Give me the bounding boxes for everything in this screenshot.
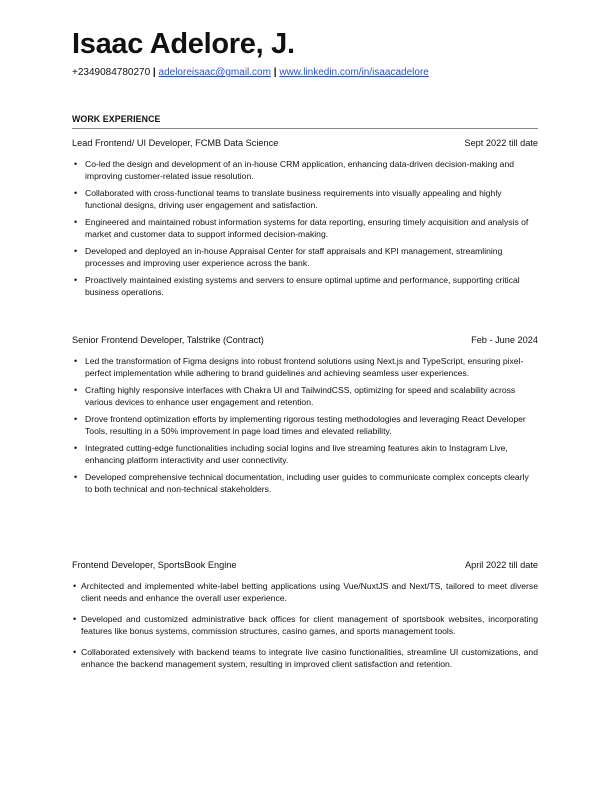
bullet-icon: • [74, 274, 78, 285]
candidate-name: Isaac Adelore, J. [72, 28, 295, 60]
bullet-icon: • [74, 187, 78, 198]
job-title: Frontend Developer, SportsBook Engine [72, 560, 237, 570]
bullet-icon: • [74, 471, 78, 482]
bullet-icon: • [73, 581, 77, 591]
section-divider [72, 128, 538, 129]
bullet-icon: • [73, 646, 77, 657]
linkedin-link[interactable]: www.linkedin.com/in/isaacadelore [279, 67, 429, 78]
phone-number: +2349084780270 [72, 67, 151, 78]
list-item: • Co-led the design and development of an in-house CRM application, enhancing data-driven decision-making and improving customer-related issue resolution. [74, 159, 514, 182]
job-date: Sept 2022 till date [464, 138, 538, 148]
separator: | [273, 67, 277, 78]
list-item: • Proactively maintained existing systems and servers to ensure optimal uptime and performance, supporting critical business operations. [74, 274, 520, 298]
list-item: • Drove frontend optimization efforts by implementing rigorous testing methodologies and leveraging React Developer Tools, resulting in a 50% improvement in page load times and elevated reliability. [74, 413, 526, 437]
bullet-icon: • [74, 384, 78, 395]
list-item: • Collaborated with cross-functional teams to translate business requirements into visually appealing and highly functional designs, driving user engagement and satisfaction. [74, 187, 502, 211]
job-title: Senior Frontend Developer, Talstrike (Contract) [72, 335, 264, 345]
bullet-icon: • [74, 216, 78, 227]
list-item: • Developed comprehensive technical documentation, including user guides to communicate complex concepts clearly to both technical and non-technical stakeholders. [74, 471, 529, 495]
job-title: Lead Frontend/ UI Developer, FCMB Data Science [72, 138, 279, 148]
section-title: WORK EXPERIENCE [72, 114, 161, 124]
list-item: • Architected and implemented white-label betting applications using Vue/NuxtJS and Next/TS, tailored to meet diverse client needs and enhance the overall user experience. [73, 581, 538, 604]
bullet-icon: • [74, 442, 78, 453]
list-item: • Crafting highly responsive interfaces with Chakra UI and TailwindCSS, optimizing for speed and scalability across various devices to enhance user engagement and retention. [74, 384, 516, 408]
job-bullets [72, 355, 538, 500]
email-link[interactable]: adeloreisaac@gmail.com [158, 67, 271, 78]
job-date: Feb - June 2024 [471, 335, 538, 345]
job-bullets [72, 158, 538, 303]
bullet-icon: • [74, 245, 78, 256]
list-item: • Led the transformation of Figma designs into robust frontend solutions using Next.js and TypeScript, ensuring pixel-perfect implementation while adhering to brand guidelines and achieving seamless user experiences. [74, 356, 524, 379]
list-item: • Developed and customized administrative back offices for client management of sportsbook websites, incorporating features like bonus systems, commission structures, casino games, and sports management tools. [73, 613, 538, 637]
list-item: • Engineered and maintained robust information systems for data reporting, ensuring timely acquisition and analysis of market and customer data to support informed decision-making. [74, 216, 529, 240]
bullet-icon: • [74, 159, 78, 169]
job-bullets [72, 580, 538, 679]
contact-line [72, 66, 429, 79]
list-item: • Collaborated extensively with backend teams to integrate live casino functionalities, streamline UI customizations, and enhance the backend management system, resulting in improved client satisfaction and retention. [73, 646, 538, 670]
job-date: April 2022 till date [464, 560, 538, 570]
list-item: • Developed and deployed an in-house Appraisal Center for staff appraisals and KPI management, streamlining processes and improving user experience across the bank. [74, 245, 503, 269]
list-item: • Integrated cutting-edge functionalities including social logins and live streaming features akin to Instagram Live, enhancing platform interactivity and user connectivity. [74, 442, 508, 466]
bullet-icon: • [74, 356, 78, 366]
bullet-icon: • [74, 413, 78, 424]
separator: | [152, 67, 156, 78]
bullet-icon: • [73, 613, 77, 624]
